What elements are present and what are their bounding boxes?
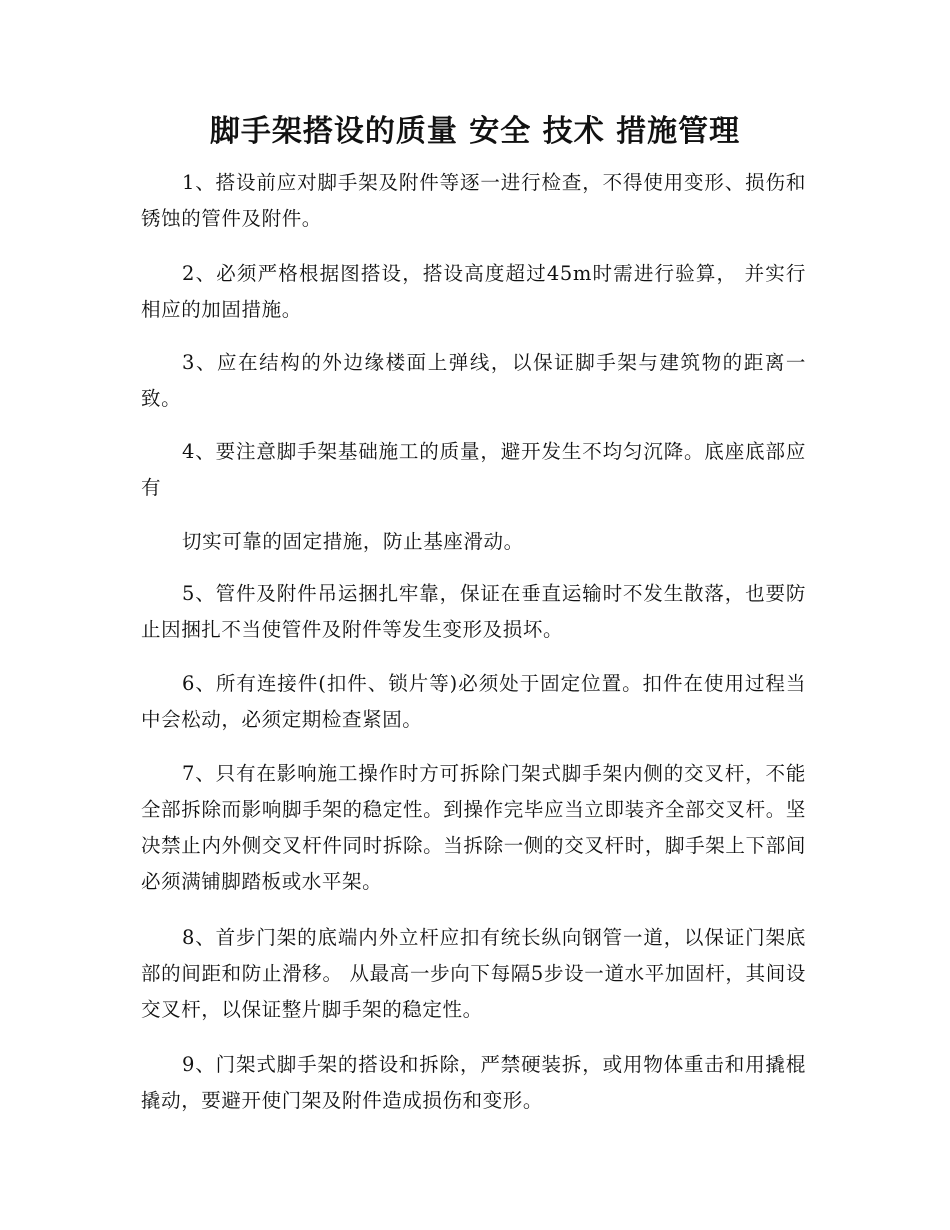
- paragraph-6: 6、所有连接件(扣件、锁片等)必须处于固定位置。扣件在使用过程当中会松动，必须定期检查紧固。: [141, 672, 806, 731]
- paragraph-5: 5、管件及附件吊运捆扎牢靠，保证在垂直运输时不发生散落，也要防止因捆扎不当使管件及附件等发生变形及损坏。: [141, 582, 806, 641]
- paragraph-3: 3、应在结构的外边缘楼面上弹线，以保证脚手架与建筑物的距离一致。: [141, 351, 806, 410]
- paragraph-2: 2、必须严格根据图搭设，搭设高度超过45m时需进行验算， 并实行相应的加固措施。: [141, 262, 806, 321]
- paragraph-9: 9、门架式脚手架的搭设和拆除，严禁硬装拆，或用物体重击和用撬棍撬动，要避开使门架及附件造成损伤和变形。: [141, 1053, 806, 1112]
- paragraph-4-continued: 切实可靠的固定措施，防止基座滑动。: [182, 530, 524, 553]
- paragraph-4: 4、要注意脚手架基础施工的质量，避开发生不均匀沉降。底座底部应有: [141, 440, 806, 499]
- document-title: 脚手架搭设的质量 安全 技术 措施管理: [209, 114, 741, 149]
- paragraph-1: 1、搭设前应对脚手架及附件等逐一进行检查，不得使用变形、损伤和锈蚀的管件及附件。: [141, 171, 806, 230]
- paragraph-7: 7、只有在影响施工操作时方可拆除门架式脚手架内侧的交叉杆，不能全部拆除而影响脚手架的稳定性。到操作完毕应当立即装齐全部交叉杆。坚决禁止内外侧交叉杆件同时拆除。当拆除一侧的交叉杆时，脚手架上下部间必须满铺脚踏板或水平架。: [141, 762, 806, 893]
- paragraph-8: 8、首步门架的底端内外立杆应扣有统长纵向钢管一道，以保证门架底部的间距和防止滑移。 从最高一步向下每隔5步设一道水平加固杆，其间设交叉杆，以保证整片脚手架的稳定性。: [141, 926, 806, 1021]
